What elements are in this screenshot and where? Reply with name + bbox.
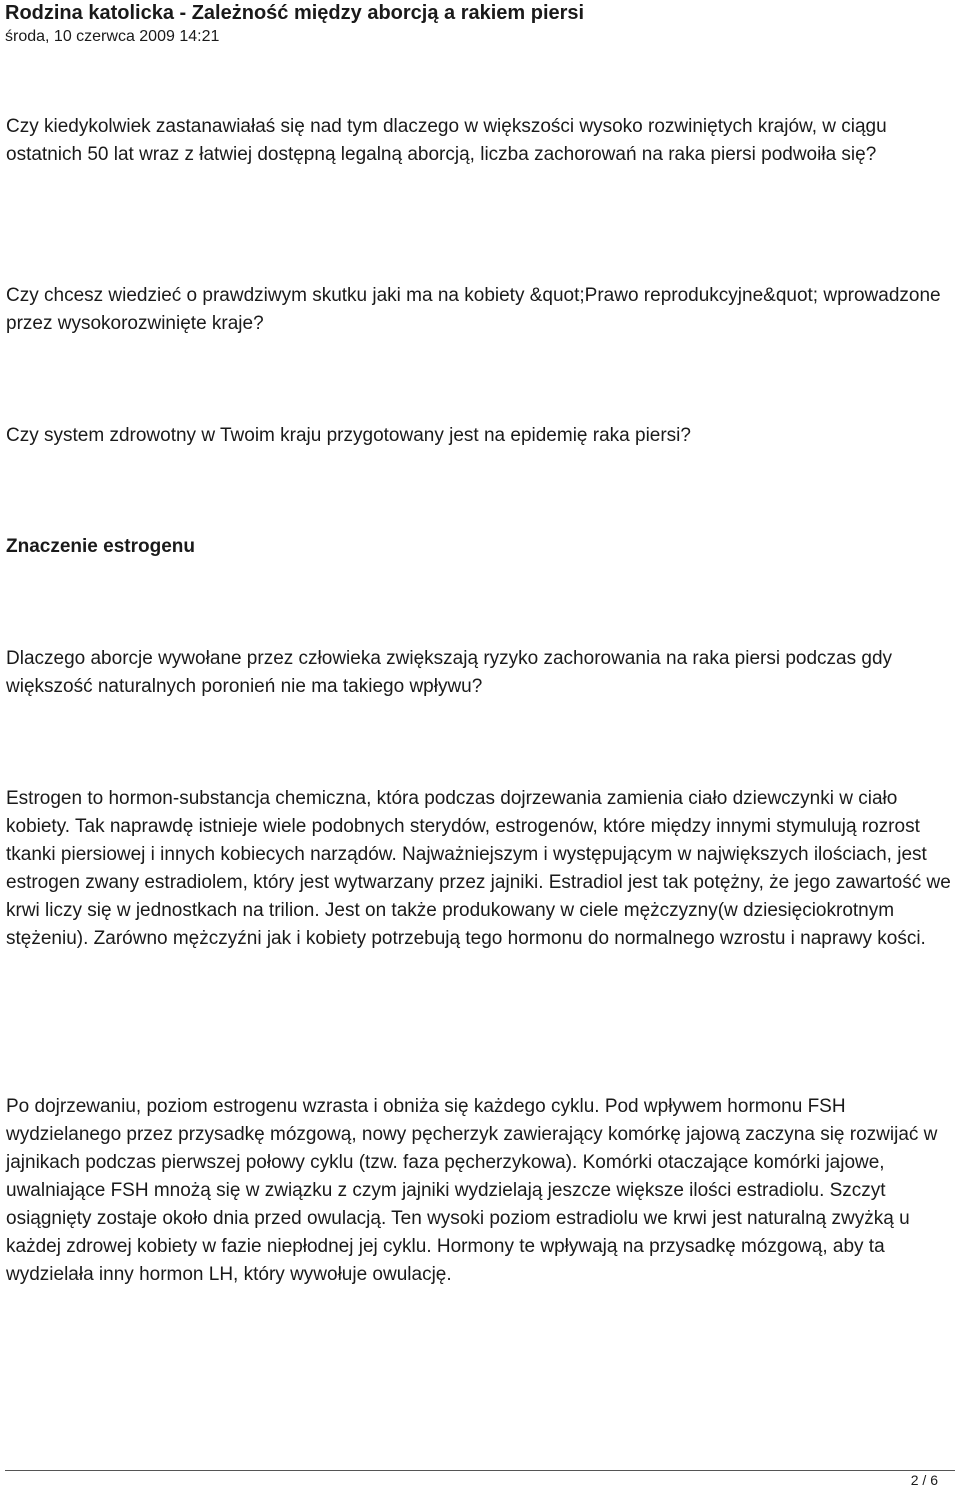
footer-divider	[5, 1470, 955, 1471]
paragraph-2: Estrogen to hormon-substancja chemiczna, która podczas dojrzewania zamienia ciało dziewczynki w ciało kobiety. Tak naprawdę istnieje wiele podobnych sterydów, estrogenów, które między innymi stymulują rozrost tkanki piersiowej i innych kobiecych narządów. Najważniejszym i występującym w największych ilościach, jest estrogen zwany estradiolem, który jest wytwarzany przez jajniki. Estradiol jest tak potężny, że jego zawartość we krwi liczy się w jednostkach na trilion. Jest on także produkowany w ciele mężczyzny(w dziesięciokrotnym stężeniu). Zarówno mężczyźni jak i kobiety potrzebują tego hormonu do normalnego wzrostu i naprawy kości.	[6, 788, 951, 949]
intro-question-2: Czy chcesz wiedzieć o prawdziwym skutku jaki ma na kobiety &quot;Prawo reprodukcyjne&quot; wprowadzone przez wysokorozwinięte kraje?	[6, 285, 941, 334]
document-header	[5, 0, 955, 48]
document-title: Rodzina katolicka - Zależność między aborcją a rakiem piersi	[5, 2, 585, 24]
paragraph-3: Po dojrzewaniu, poziom estrogenu wzrasta i obniża się każdego cyklu. Pod wpływem hormonu FSH wydzielanego przez przysadkę mózgową, nowy pęcherzyk zawierający komórkę jajową zaczyna się rozwijać w jajnikach podczas pierwszej połowy cyklu (tzw. faza pęcherzykowa). Komórki otaczające komórki jajowe, uwalniające FSH mnożą się w związku z czym jajniki wydzielają jeszcze większe ilości estradiolu. Szczyt osiągnięty zostaje około dnia przed owulacją. Ten wysoki poziom estradiolu we krwi jest naturalną zwyżką u każdej zdrowej kobiety w fazie niepłodnej jej cyklu. Hormony te wpływają na przysadkę mózgową, aby ta wydzielała inny hormon LH, który wywołuje owulację.	[6, 1096, 938, 1285]
section-heading: Znaczenie estrogenu	[6, 536, 195, 557]
page-number: 2 / 6	[910, 1472, 938, 1488]
intro-question-3: Czy system zdrowotny w Twoim kraju przygotowany jest na epidemię raka piersi?	[6, 425, 691, 446]
paragraph-1: Dlaczego aborcje wywołane przez człowieka zwiększają ryzyko zachorowania na raka piersi podczas gdy większość naturalnych poronień nie ma takiego wpływu?	[6, 648, 893, 697]
document-date: środa, 10 czerwca 2009 14:21	[5, 28, 220, 45]
intro-question-1: Czy kiedykolwiek zastanawiałaś się nad tym dlaczego w większości wysoko rozwiniętych krajów, w ciągu ostatnich 50 lat wraz z łatwiej dostępną legalną aborcją, liczba zachorowań na raka piersi podwoiła się?	[6, 116, 887, 165]
